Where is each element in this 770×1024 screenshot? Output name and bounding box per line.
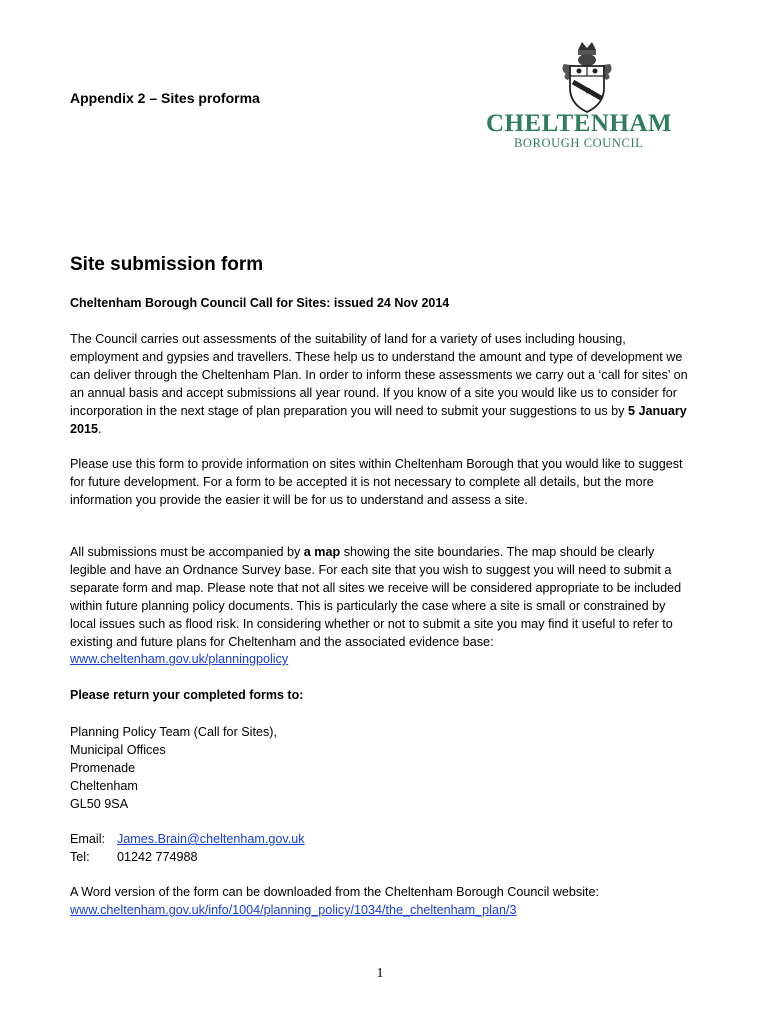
address-line: GL50 9SA — [70, 797, 129, 811]
appendix-heading: Appendix 2 – Sites proforma — [70, 90, 260, 106]
word-version-link[interactable]: www.cheltenham.gov.uk/info/1004/planning_policy/1034/the_cheltenham_plan/3 — [70, 903, 517, 917]
map-emphasis: a map — [303, 545, 341, 559]
logo-wordmark: CHELTENHAM — [486, 110, 673, 137]
email-row — [70, 830, 305, 848]
council-logo — [486, 40, 691, 155]
tel-row — [70, 848, 305, 866]
page-title: Site submission form — [70, 254, 264, 275]
intro-paragraph — [70, 331, 688, 438]
address-line: Promenade — [70, 761, 136, 775]
coat-of-arms-icon — [556, 40, 618, 114]
tel-label: Tel: — [70, 850, 90, 864]
map-text-rest: showing the site boundaries. The map should be clearly legible and have an Ordnance Survey base. For each site that you wish to suggest you will need to submit a separate form and map. Please note that not all sites we receive will be considered appropriate to be included within future planning policy documents. This is particularly the case where a site is small or constrained by local issues such as flood risk. In considering whether or not to submit a site you may find it useful to refer to existing and future plans for Cheltenham and the associated evidence base: — [70, 545, 682, 649]
planning-policy-link[interactable]: www.cheltenham.gov.uk/planningpolicy — [70, 652, 289, 667]
map-requirements-paragraph — [70, 544, 688, 669]
return-heading: Please return your completed forms to: — [70, 688, 304, 702]
intro-end: . — [98, 421, 102, 436]
intro-text: The Council carries out assessments of the suitability of land for a variety of uses including housing, employment and gypsies and travellers. These help us to understand the amount and type of development we can deliver through the Cheltenham Plan. In order to inform these assessments we carry out a ‘call for sites’ on an annual basis and accept submissions all year round. If you know of a site you would like us to consider for incorporation in the next stage of plan preparation you will need to submit your suggestions to us by — [70, 332, 688, 418]
address-line: Cheltenham — [70, 779, 138, 793]
map-text-start: All submissions must be accompanied by — [70, 545, 304, 559]
postal-address — [70, 723, 277, 813]
page-number: 1 — [376, 966, 384, 981]
deadline-date: 5 January 2015 — [70, 403, 687, 436]
address-line: Planning Policy Team (Call for Sites), — [70, 725, 277, 739]
call-for-sites-heading: Cheltenham Borough Council Call for Sites: issued 24 Nov 2014 — [70, 296, 450, 310]
instructions-paragraph: Please use this form to provide information on sites within Cheltenham Borough that you would like to suggest for future development. For a form to be accepted it is not necessary to complete all details, but the more information you provide the easier it will be for us to understand and assess a site. — [70, 457, 683, 507]
email-label: Email: — [70, 832, 105, 846]
email-link[interactable]: James.Brain@cheltenham.gov.uk — [117, 832, 305, 846]
tel-number: 01242 774988 — [117, 850, 198, 864]
contact-details — [70, 830, 305, 866]
word-version-text: A Word version of the form can be downloaded from the Cheltenham Borough Council website: — [70, 885, 599, 899]
word-version-note — [70, 883, 690, 919]
address-line: Municipal Offices — [70, 743, 166, 757]
logo-subtitle: BOROUGH COUNCIL — [514, 136, 644, 150]
